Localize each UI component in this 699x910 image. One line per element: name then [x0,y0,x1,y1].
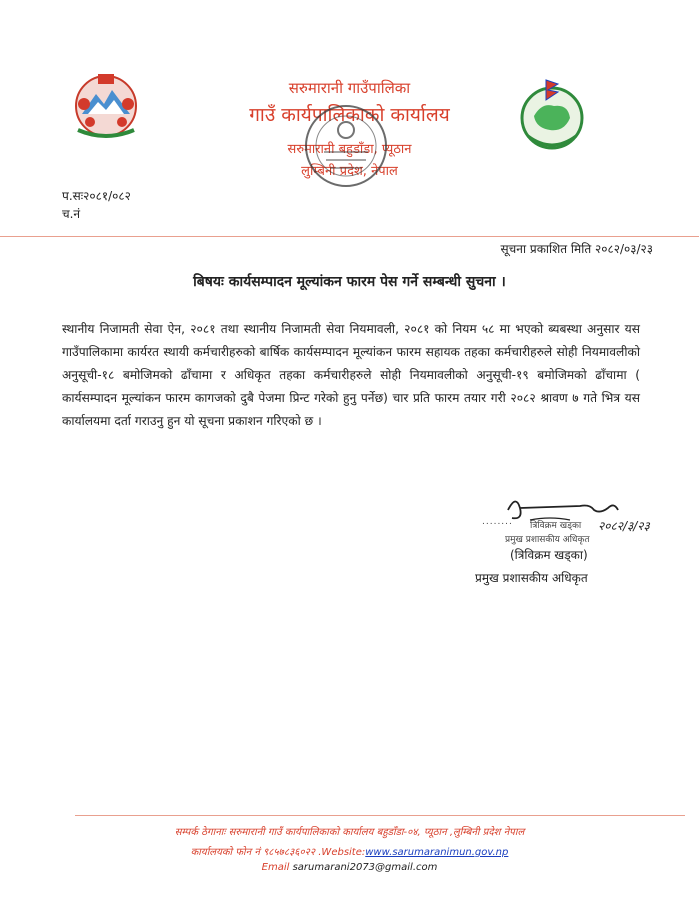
publish-date: सूचना प्रकाशित मिति २०८२/०३/२३ [500,242,653,256]
signatory-name: (त्रिविक्रम खड्का) [510,548,588,562]
footer-phone-website [0,844,699,858]
website-link[interactable]: www.sarumaranimun.gov.np [365,847,509,858]
email-address: sarumarani2073@gmail.com [292,862,438,873]
notice-subject: बिषयः कार्यसम्पादन मूल्यांकन फारम पेस गर्ने सम्बन्धी सुचना । [193,274,506,290]
signature-line: ........ [482,517,513,527]
handwritten-date: २०८२/३/२३ [598,519,650,533]
footer-email [0,862,699,873]
header-divider [0,236,699,237]
office-address-line-1: सरुमारानी बहुडाँडा, प्यूठान [287,142,412,157]
footer-contact-address: सम्पर्क ठेगानाः सरुमारानी गाउँ कार्यपालिकाको कार्यालय बहुडाँडा-०४, प्यूठान ,लुम्बिनी प्रदेश नेपाल [174,827,525,838]
signatory-title-printed: प्रमुख प्रशासकीय अधिकृत [505,535,590,545]
office-subtitle: गाउँ कार्यपालिकाको कार्यालय [249,104,450,126]
footer-phone: कार्यालयको फोन नं ९८५७८३६०२२ .Website: [190,847,366,858]
footer-divider [75,815,685,816]
notice-body: स्थानीय निजामती सेवा ऐन, २०८१ तथा स्थानीय निजामती सेवा नियमावली, २०८१ को नियम ५८ मा भएको ब्यबस्था अनुसार यस गाउँपालिकामा कार्यरत स्थायी कर्मचारीहरुको बार्षिक कार्यसम्पादन मूल्यांकन फारम सहायक तहका कर्मचारीहरुले सोही नियमावलीको अनुसूची-१८ बमोजिमको ढाँचामा र अधिकृत तहका कर्मचारीहरुले सोही नियमावलीको अनुसूची-१९ बमोजिमको ढाँचामा ( कार्यसम्पादन मूल्यांकन फारम कागजको दुबै पेजमा प्रिन्ट गरेको हुनु पर्नेछ) चार प्रति फारम तयार गरी २०८२ श्रावण ७ गते भित्र यस कार्यालयमा दर्ता गराउनु हुन यो सूचना प्रकाशन गरिएको छ । [62,322,640,428]
dispatch-number: च.नं [62,207,81,221]
signatory-title: प्रमुख प्रशासकीय अधिकृत [475,571,588,585]
reference-number: प.सः२०८१/०८२ [62,189,131,203]
handwritten-signature [490,490,690,536]
office-address-line-2: लुम्बिनी प्रदेश, नेपाल [301,164,398,179]
office-seal-icon [300,100,392,192]
email-label: Email [261,862,290,873]
office-name: सरुमारानी गाउँपालिका [288,79,411,97]
signatory-name-printed: त्रिविक्रम खड्का [530,521,582,531]
